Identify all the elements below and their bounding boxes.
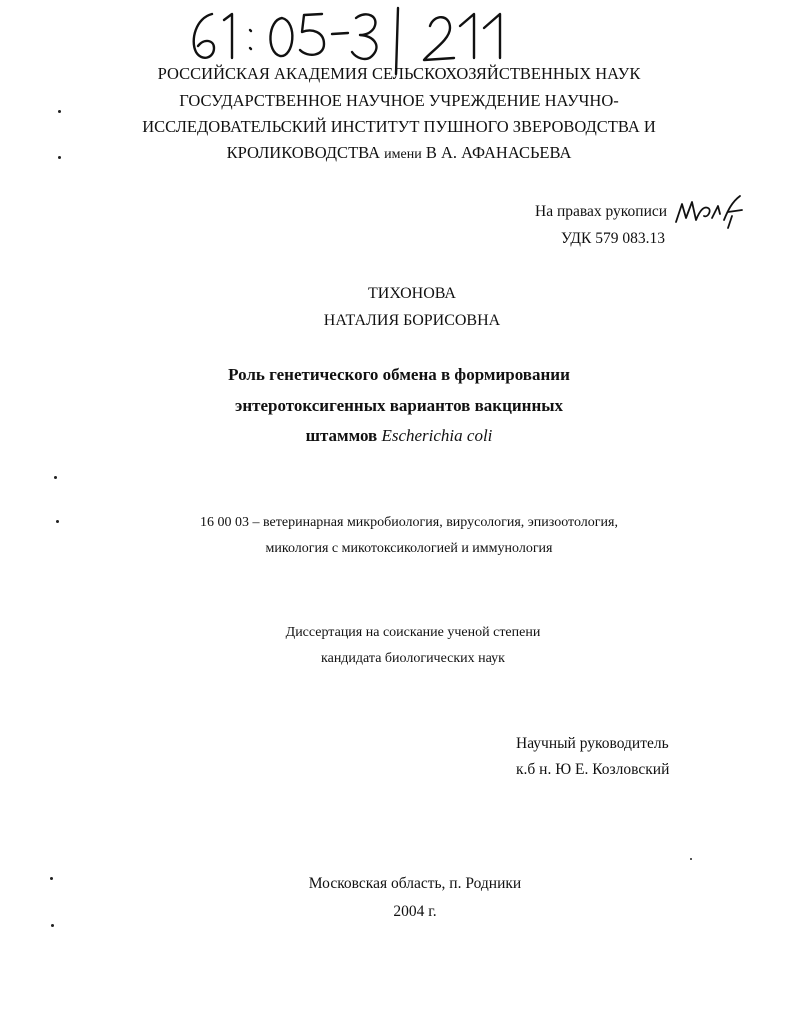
scan-speck: [54, 476, 57, 479]
udk-code: УДК 579 083.13: [561, 230, 665, 247]
specialty-line-1: 16 00 03 – ветеринарная микробиология, вирусология, эпизоотология,: [200, 515, 618, 530]
institution-line-2: ГОСУДАРСТВЕННОЕ НАУЧНОЕ УЧРЕЖДЕНИЕ НАУЧНО-: [179, 91, 619, 110]
institution-line-4-name: КРОЛИКОВОДСТВА: [226, 143, 385, 162]
dissertation-title-line-1: Роль генетического обмена в формировании: [228, 365, 570, 384]
institution-line-4-imeni: имени: [384, 147, 422, 162]
rights-label: На правах рукописи: [535, 203, 668, 220]
supervisor-name: к.б н. Ю Е. Козловский: [516, 761, 670, 778]
scan-speck: [690, 858, 692, 860]
scan-speck: [50, 877, 53, 880]
institution-line-1: РОССИЙСКАЯ АКАДЕМИЯ СЕЛЬСКОХОЗЯЙСТВЕННЫХ НАУК: [157, 64, 641, 83]
footer-place: Московская область, п. Родники: [308, 875, 522, 892]
dissertation-title-line-3: [0, 426, 798, 446]
supervisor-role: Научный руководитель: [516, 735, 669, 752]
footer-year: 2004 г.: [393, 903, 437, 920]
title-prefix: штаммов: [305, 426, 382, 445]
institution-line-4-person: В А. АФАНАСЬЕВА: [421, 143, 572, 162]
scan-speck: [56, 520, 59, 523]
archive-stamp-handwriting: [0, 0, 798, 70]
author-surname: ТИХОНОВА: [368, 285, 456, 302]
author-given-names: НАТАЛИЯ БОРИСОВНА: [323, 312, 501, 329]
institution-line-4: [0, 143, 798, 163]
degree-line-1: Диссертация на соискание ученой степени: [285, 625, 541, 640]
title-species: Escherichia coli: [381, 426, 493, 445]
scan-speck: [58, 110, 61, 113]
scan-speck: [51, 924, 54, 927]
degree-line-2: кандидата биологических наук: [321, 651, 505, 666]
specialty-line-2: микология с микотоксикологией и иммунология: [265, 541, 553, 556]
dissertation-title-line-2: энтеротоксигенных вариантов вакцинных: [234, 396, 564, 415]
institution-line-3: ИССЛЕДОВАТЕЛЬСКИЙ ИНСТИТУТ ПУШНОГО ЗВЕРОВОДСТВА И: [142, 117, 656, 136]
scan-speck: [58, 156, 61, 159]
author-signature: [672, 190, 752, 230]
